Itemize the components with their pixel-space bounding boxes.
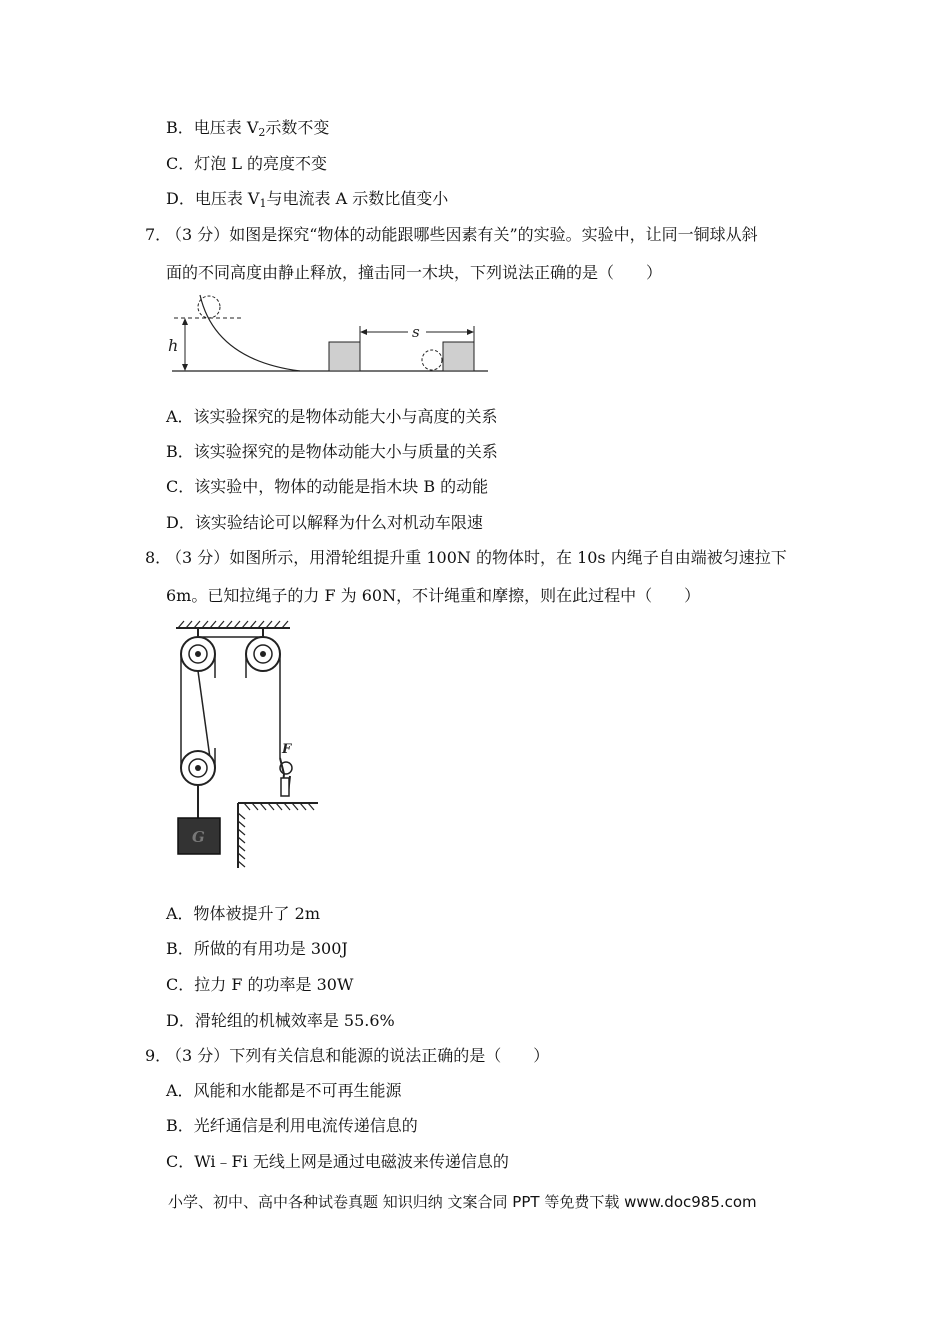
q8-stem-line2: 6m。已知拉绳子的力 F 为 60N，不计绳重和摩擦，则在此过程中（ ） bbox=[166, 586, 701, 605]
ramp-curve bbox=[200, 295, 300, 371]
s-label: s bbox=[412, 323, 420, 341]
q8-option-a: A．物体被提升了 2m bbox=[166, 904, 320, 923]
q6-option-b bbox=[166, 118, 329, 143]
q7-stem-line2: 面的不同高度由静止释放，撞击同一木块，下列说法正确的是（ ） bbox=[166, 263, 663, 282]
q6-option-d bbox=[166, 189, 448, 214]
ceiling-hatch bbox=[178, 621, 288, 628]
q8-option-b: B．所做的有用功是 300J bbox=[166, 939, 348, 958]
wood-block-start bbox=[329, 342, 360, 371]
h-arrow-top bbox=[182, 318, 188, 325]
q8-number: 8． bbox=[145, 548, 172, 567]
platform-hatch bbox=[238, 803, 314, 867]
rope-diagonal bbox=[198, 671, 210, 758]
q7-option-a: A．该实验探究的是物体动能大小与高度的关系 bbox=[166, 407, 498, 426]
q6-option-b-subscript: 2 bbox=[258, 126, 266, 139]
ball-bottom bbox=[422, 350, 442, 370]
q7-option-d: D．该实验结论可以解释为什么对机动车限速 bbox=[166, 513, 483, 532]
q7-option-b: B．该实验探究的是物体动能大小与质量的关系 bbox=[166, 442, 498, 461]
q6-option-c: C．灯泡 L 的亮度不变 bbox=[166, 154, 328, 173]
ball-top bbox=[198, 296, 220, 318]
q7-stem-line1: （3 分）如图是探究“物体的动能跟哪些因素有关”的实验。实验中，让同一铜球从斜 bbox=[166, 225, 758, 244]
q7-number: 7． bbox=[145, 225, 172, 244]
q6-option-d-text: D．电压表 V bbox=[166, 189, 260, 208]
wood-block-end bbox=[443, 342, 474, 371]
q9-stem: （3 分）下列有关信息和能源的说法正确的是（ ） bbox=[166, 1046, 550, 1065]
s-arrow-left bbox=[360, 329, 367, 335]
s-arrow-right bbox=[467, 329, 474, 335]
q7-ramp-figure bbox=[160, 290, 495, 380]
h-label: h bbox=[168, 336, 179, 355]
q8-option-d: D．滑轮组的机械效率是 55.6% bbox=[166, 1011, 395, 1030]
q8-pulley-figure bbox=[168, 618, 323, 873]
page-footer: 小学、初中、高中各种试卷真题 知识归纳 文案合同 PPT 等免费下载 www.doc985.com bbox=[168, 1193, 757, 1211]
q6-option-b-suffix: 示数不变 bbox=[265, 118, 330, 137]
q8-stem-line1: （3 分）如图所示，用滑轮组提升重 100N 的物体时，在 10s 内绳子自由端被匀速拉下 bbox=[166, 548, 787, 567]
q9-option-a: A．风能和水能都是不可再生能源 bbox=[166, 1081, 402, 1100]
q9-option-c: C．Wi﹣Fi 无线上网是通过电磁波来传递信息的 bbox=[166, 1152, 509, 1171]
load-label: G bbox=[192, 828, 205, 846]
h-arrow-bottom bbox=[182, 364, 188, 371]
q6-option-d-subscript: 1 bbox=[259, 197, 267, 210]
q9-number: 9． bbox=[145, 1046, 172, 1065]
q6-option-d-suffix: 与电流表 A 示数比值变小 bbox=[266, 189, 449, 208]
q9-option-b: B．光纤通信是利用电流传递信息的 bbox=[166, 1116, 418, 1135]
force-label: F bbox=[282, 742, 292, 757]
q7-option-c: C．该实验中，物体的动能是指木块 B 的动能 bbox=[166, 477, 489, 496]
q6-option-b-text: B．电压表 V bbox=[166, 118, 259, 137]
q8-option-c: C．拉力 F 的功率是 30W bbox=[166, 975, 354, 994]
